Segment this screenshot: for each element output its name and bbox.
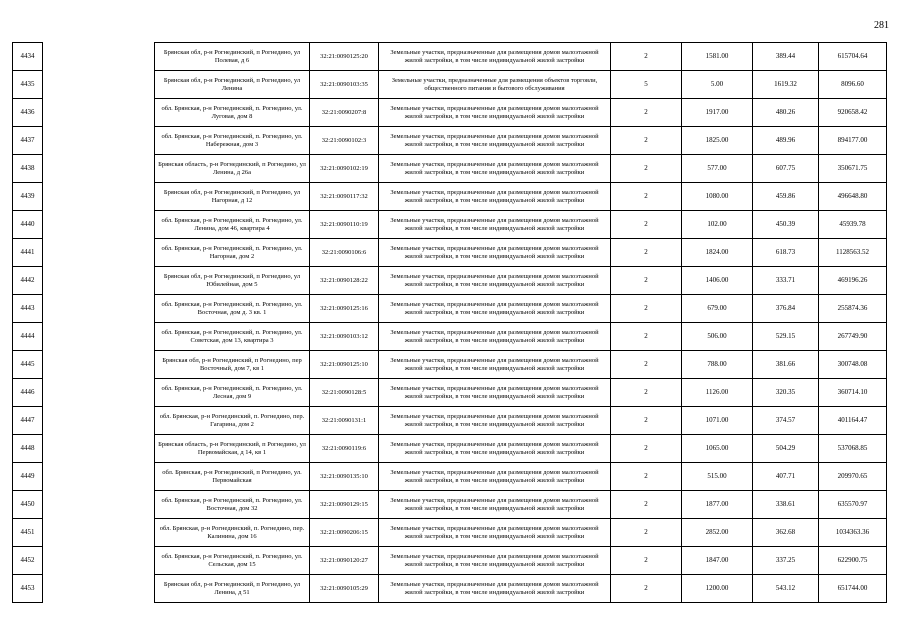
table-row [13, 547, 887, 575]
record-number-cell: 4439 [13, 183, 43, 211]
record-number-cell: 4435 [13, 71, 43, 99]
cadastral-number-cell: 32:21:0090119:6 [310, 435, 379, 463]
cadastral-number-cell: 32:21:0090117:32 [310, 183, 379, 211]
land-purpose-cell: Земельные участки, предназначенные для размещения домов малоэтажной жилой застройки, в том числе индивидуальной жилой застройки [379, 323, 611, 351]
group-code-cell: 2 [611, 323, 682, 351]
address-cell: Брянская обл, р-н Рогнединский, п Рогнедино, ул Ленина, д 51 [155, 575, 310, 603]
group-code-cell: 2 [611, 491, 682, 519]
cadastral-number-cell: 32:21:0090206:15 [310, 519, 379, 547]
spacer-cell [43, 211, 155, 239]
table-row [13, 267, 887, 295]
spacer-cell [43, 155, 155, 183]
cadastral-value-cell: 255874.36 [819, 295, 887, 323]
spacer-cell [43, 43, 155, 71]
group-code-cell: 2 [611, 155, 682, 183]
spacer-cell [43, 183, 155, 211]
table-row [13, 43, 887, 71]
group-code-cell: 2 [611, 183, 682, 211]
cadastral-value-cell: 360714.10 [819, 379, 887, 407]
land-purpose-cell: Земельные участки, предназначенные для размещения домов малоэтажной жилой застройки, в том числе индивидуальной жилой застройки [379, 211, 611, 239]
land-purpose-cell: Земельные участки, предназначенные для размещения домов малоэтажной жилой застройки, в том числе индивидуальной жилой застройки [379, 99, 611, 127]
area-cell: 1917.00 [682, 99, 753, 127]
cadastral-number-cell: 32:21:0090102:3 [310, 127, 379, 155]
table-row [13, 71, 887, 99]
record-number-cell: 4446 [13, 379, 43, 407]
unit-value-cell: 362.68 [753, 519, 819, 547]
cadastral-number-cell: 32:21:0090125:20 [310, 43, 379, 71]
cadastral-number-cell: 32:21:0090207:8 [310, 99, 379, 127]
spacer-cell [43, 519, 155, 547]
table-row [13, 127, 887, 155]
area-cell: 5.00 [682, 71, 753, 99]
group-code-cell: 2 [611, 351, 682, 379]
record-number-cell: 4444 [13, 323, 43, 351]
table-row [13, 463, 887, 491]
area-cell: 1581.00 [682, 43, 753, 71]
cadastral-value-cell: 350671.75 [819, 155, 887, 183]
table-row [13, 575, 887, 603]
cadastral-value-cell: 1034363.36 [819, 519, 887, 547]
table-row [13, 407, 887, 435]
spacer-cell [43, 463, 155, 491]
spacer-cell [43, 379, 155, 407]
land-purpose-cell: Земельные участки, предназначенные для размещения домов малоэтажной жилой застройки, в том числе индивидуальной жилой застройки [379, 575, 611, 603]
area-cell: 1080.00 [682, 183, 753, 211]
land-purpose-cell: Земельные участки, предназначенные для размещения домов малоэтажной жилой застройки, в том числе индивидуальной жилой застройки [379, 239, 611, 267]
address-cell: обл. Брянская, р-н Рогнединский, п. Рогнедино, ул. Набережная, дом 3 [155, 127, 310, 155]
cadastral-value-cell: 45939.78 [819, 211, 887, 239]
group-code-cell: 2 [611, 407, 682, 435]
group-code-cell: 2 [611, 43, 682, 71]
cadastral-value-cell: 920658.42 [819, 99, 887, 127]
cadastral-value-cell: 635570.97 [819, 491, 887, 519]
unit-value-cell: 338.61 [753, 491, 819, 519]
table-row [13, 323, 887, 351]
unit-value-cell: 480.26 [753, 99, 819, 127]
area-cell: 1200.00 [682, 575, 753, 603]
cadastral-number-cell: 32:21:0090102:19 [310, 155, 379, 183]
address-cell: Брянская область, р-н Рогнединский, п Рогнедино, ул Первомайская, д 14, кв 1 [155, 435, 310, 463]
table-row [13, 295, 887, 323]
address-cell: Брянская область, р-н Рогнединский, п Рогнедино, ул Ленина, д 26а [155, 155, 310, 183]
group-code-cell: 2 [611, 463, 682, 491]
cadastral-number-cell: 32:21:0090103:35 [310, 71, 379, 99]
table-row [13, 155, 887, 183]
cadastral-number-cell: 32:21:0090125:10 [310, 351, 379, 379]
land-purpose-cell: Земельные участки, предназначенные для размещения домов малоэтажной жилой застройки, в том числе индивидуальной жилой застройки [379, 295, 611, 323]
cadastral-number-cell: 32:21:0090106:6 [310, 239, 379, 267]
unit-value-cell: 450.39 [753, 211, 819, 239]
group-code-cell: 2 [611, 127, 682, 155]
cadastral-number-cell: 32:21:0090128:22 [310, 267, 379, 295]
unit-value-cell: 607.75 [753, 155, 819, 183]
cadastral-number-cell: 32:21:0090105:29 [310, 575, 379, 603]
table-row [13, 99, 887, 127]
unit-value-cell: 543.12 [753, 575, 819, 603]
area-cell: 515.00 [682, 463, 753, 491]
record-number-cell: 4453 [13, 575, 43, 603]
area-cell: 1847.00 [682, 547, 753, 575]
cadastral-value-cell: 894177.00 [819, 127, 887, 155]
record-number-cell: 4445 [13, 351, 43, 379]
area-cell: 679.00 [682, 295, 753, 323]
spacer-cell [43, 127, 155, 155]
address-cell: обл. Брянская, р-н Рогнединский, п. Рогнедино, ул. Советская, дом 13, квартира 3 [155, 323, 310, 351]
table-row [13, 351, 887, 379]
spacer-cell [43, 351, 155, 379]
area-cell: 788.00 [682, 351, 753, 379]
cadastral-number-cell: 32:21:0090110:19 [310, 211, 379, 239]
cadastral-value-cell: 8096.60 [819, 71, 887, 99]
unit-value-cell: 489.96 [753, 127, 819, 155]
address-cell: обл. Брянская, р-н Рогнединский, п. Рогнедино, ул. Сельская, дом 15 [155, 547, 310, 575]
cadastral-number-cell: 32:21:0090103:12 [310, 323, 379, 351]
spacer-cell [43, 267, 155, 295]
land-purpose-cell: Земельные участки, предназначенные для размещения домов малоэтажной жилой застройки, в том числе индивидуальной жилой застройки [379, 155, 611, 183]
cadastral-value-cell: 537068.85 [819, 435, 887, 463]
spacer-cell [43, 435, 155, 463]
address-cell: Брянская обл, р-н Рогнединский, п Рогнедино, ул Юбилейная, дом 5 [155, 267, 310, 295]
spacer-cell [43, 295, 155, 323]
unit-value-cell: 376.84 [753, 295, 819, 323]
cadastral-value-cell: 267749.90 [819, 323, 887, 351]
unit-value-cell: 407.71 [753, 463, 819, 491]
spacer-cell [43, 71, 155, 99]
spacer-cell [43, 239, 155, 267]
record-number-cell: 4442 [13, 267, 43, 295]
cadastral-number-cell: 32:21:0090128:5 [310, 379, 379, 407]
land-purpose-cell: Земельные участки, предназначенные для размещения домов малоэтажной жилой застройки, в том числе индивидуальной жилой застройки [379, 43, 611, 71]
area-cell: 1065.00 [682, 435, 753, 463]
spacer-cell [43, 407, 155, 435]
address-cell: обл. Брянская, р-н Рогнединский, п. Рогнедино, ул. Восточная, дом 32 [155, 491, 310, 519]
address-cell: обл. Брянская, р-н Рогнединский, п. Рогнедино, ул. Нагорная, дом 2 [155, 239, 310, 267]
registry-body [13, 43, 887, 603]
cadastral-number-cell: 32:21:0090125:16 [310, 295, 379, 323]
group-code-cell: 2 [611, 211, 682, 239]
land-purpose-cell: Земельные участки, предназначенные для размещения домов малоэтажной жилой застройки, в том числе индивидуальной жилой застройки [379, 547, 611, 575]
spacer-cell [43, 547, 155, 575]
table-row [13, 239, 887, 267]
group-code-cell: 2 [611, 99, 682, 127]
address-cell: Брянская обл, р-н Рогнединский, п Рогнедино, ул Нагорная, д 12 [155, 183, 310, 211]
record-number-cell: 4440 [13, 211, 43, 239]
cadastral-value-cell: 615704.64 [819, 43, 887, 71]
area-cell: 1126.00 [682, 379, 753, 407]
address-cell: Брянская обл, р-н Рогнединский, п Рогнедино, ул Ленина [155, 71, 310, 99]
cadastral-value-cell: 651744.00 [819, 575, 887, 603]
cadastral-number-cell: 32:21:0090135:10 [310, 463, 379, 491]
table-row [13, 491, 887, 519]
land-purpose-cell: Земельные участки, предназначенные для размещения домов малоэтажной жилой застройки, в том числе индивидуальной жилой застройки [379, 351, 611, 379]
land-purpose-cell: Земельные участки, предназначенные для размещения домов малоэтажной жилой застройки, в том числе индивидуальной жилой застройки [379, 267, 611, 295]
record-number-cell: 4441 [13, 239, 43, 267]
land-purpose-cell: Земельные участки, предназначенные для размещения объектов торговли, общественного питания и бытового обслуживания [379, 71, 611, 99]
address-cell: обл. Брянская, р-н Рогнединский, п. Рогнедино, пер. Гагарина, дом 2 [155, 407, 310, 435]
land-purpose-cell: Земельные участки, предназначенные для размещения домов малоэтажной жилой застройки, в том числе индивидуальной жилой застройки [379, 463, 611, 491]
cadastral-value-cell: 622900.75 [819, 547, 887, 575]
unit-value-cell: 333.71 [753, 267, 819, 295]
group-code-cell: 2 [611, 547, 682, 575]
record-number-cell: 4450 [13, 491, 43, 519]
record-number-cell: 4448 [13, 435, 43, 463]
cadastral-registry-table [12, 42, 887, 603]
table-row [13, 183, 887, 211]
land-purpose-cell: Земельные участки, предназначенные для размещения домов малоэтажной жилой застройки, в том числе индивидуальной жилой застройки [379, 407, 611, 435]
record-number-cell: 4437 [13, 127, 43, 155]
land-purpose-cell: Земельные участки, предназначенные для размещения домов малоэтажной жилой застройки, в том числе индивидуальной жилой застройки [379, 183, 611, 211]
group-code-cell: 2 [611, 379, 682, 407]
cadastral-value-cell: 401164.47 [819, 407, 887, 435]
cadastral-number-cell: 32:21:0090131:1 [310, 407, 379, 435]
cadastral-value-cell: 469196.26 [819, 267, 887, 295]
record-number-cell: 4443 [13, 295, 43, 323]
address-cell: обл. Брянская, р-н Рогнединский, п. Рогнедино, ул. Восточная, дом д. 3 кв. 1 [155, 295, 310, 323]
land-purpose-cell: Земельные участки, предназначенные для размещения домов малоэтажной жилой застройки, в том числе индивидуальной жилой застройки [379, 519, 611, 547]
area-cell: 2852.00 [682, 519, 753, 547]
area-cell: 1406.00 [682, 267, 753, 295]
address-cell: обл. Брянская, р-н Рогнединский, п. Рогнедино, ул. Луговая, дом 8 [155, 99, 310, 127]
area-cell: 1071.00 [682, 407, 753, 435]
record-number-cell: 4452 [13, 547, 43, 575]
area-cell: 577.00 [682, 155, 753, 183]
spacer-cell [43, 99, 155, 127]
record-number-cell: 4436 [13, 99, 43, 127]
record-number-cell: 4434 [13, 43, 43, 71]
cadastral-value-cell: 1128563.52 [819, 239, 887, 267]
unit-value-cell: 618.73 [753, 239, 819, 267]
area-cell: 1825.00 [682, 127, 753, 155]
address-cell: обл. Брянская, р-н Рогнединский, п. Рогнедино, пер. Калинина, дом 16 [155, 519, 310, 547]
cadastral-number-cell: 32:21:0090129:15 [310, 491, 379, 519]
record-number-cell: 4449 [13, 463, 43, 491]
record-number-cell: 4447 [13, 407, 43, 435]
group-code-cell: 2 [611, 435, 682, 463]
record-number-cell: 4438 [13, 155, 43, 183]
spacer-cell [43, 491, 155, 519]
group-code-cell: 2 [611, 239, 682, 267]
address-cell: обл. Брянская, р-н Рогнединский, п. Рогнедино, ул. Ленина, дом 46, квартира 4 [155, 211, 310, 239]
area-cell: 506.00 [682, 323, 753, 351]
page-number: 281 [874, 20, 889, 31]
area-cell: 1824.00 [682, 239, 753, 267]
table-row [13, 435, 887, 463]
unit-value-cell: 529.15 [753, 323, 819, 351]
group-code-cell: 5 [611, 71, 682, 99]
cadastral-number-cell: 32:21:0090120:27 [310, 547, 379, 575]
area-cell: 102.00 [682, 211, 753, 239]
unit-value-cell: 337.25 [753, 547, 819, 575]
unit-value-cell: 1619.32 [753, 71, 819, 99]
group-code-cell: 2 [611, 295, 682, 323]
table-row [13, 211, 887, 239]
spacer-cell [43, 323, 155, 351]
table-row [13, 519, 887, 547]
cadastral-value-cell: 209970.65 [819, 463, 887, 491]
table-row [13, 379, 887, 407]
land-purpose-cell: Земельные участки, предназначенные для размещения домов малоэтажной жилой застройки, в том числе индивидуальной жилой застройки [379, 379, 611, 407]
land-purpose-cell: Земельные участки, предназначенные для размещения домов малоэтажной жилой застройки, в том числе индивидуальной жилой застройки [379, 491, 611, 519]
cadastral-value-cell: 300748.08 [819, 351, 887, 379]
address-cell: обл. Брянская, р-н Рогнединский, п Рогнедино, ул. Первомайская [155, 463, 310, 491]
group-code-cell: 2 [611, 575, 682, 603]
unit-value-cell: 320.35 [753, 379, 819, 407]
address-cell: обл. Брянская, р-н Рогнединский, п. Рогнедино, ул. Лесная, дом 9 [155, 379, 310, 407]
cadastral-value-cell: 496648.80 [819, 183, 887, 211]
unit-value-cell: 374.57 [753, 407, 819, 435]
unit-value-cell: 504.29 [753, 435, 819, 463]
land-purpose-cell: Земельные участки, предназначенные для размещения домов малоэтажной жилой застройки, в том числе индивидуальной жилой застройки [379, 127, 611, 155]
record-number-cell: 4451 [13, 519, 43, 547]
group-code-cell: 2 [611, 519, 682, 547]
group-code-cell: 2 [611, 267, 682, 295]
land-purpose-cell: Земельные участки, предназначенные для размещения домов малоэтажной жилой застройки, в том числе индивидуальной жилой застройки [379, 435, 611, 463]
area-cell: 1877.00 [682, 491, 753, 519]
address-cell: Брянская обл, р-н Рогнединский, п Рогнедино, ул Полевая, д 6 [155, 43, 310, 71]
address-cell: Брянская обл, р-н Рогнединский, п Рогнедино, пер Восточный, дом 7, кв 1 [155, 351, 310, 379]
unit-value-cell: 389.44 [753, 43, 819, 71]
unit-value-cell: 459.86 [753, 183, 819, 211]
spacer-cell [43, 575, 155, 603]
unit-value-cell: 381.66 [753, 351, 819, 379]
